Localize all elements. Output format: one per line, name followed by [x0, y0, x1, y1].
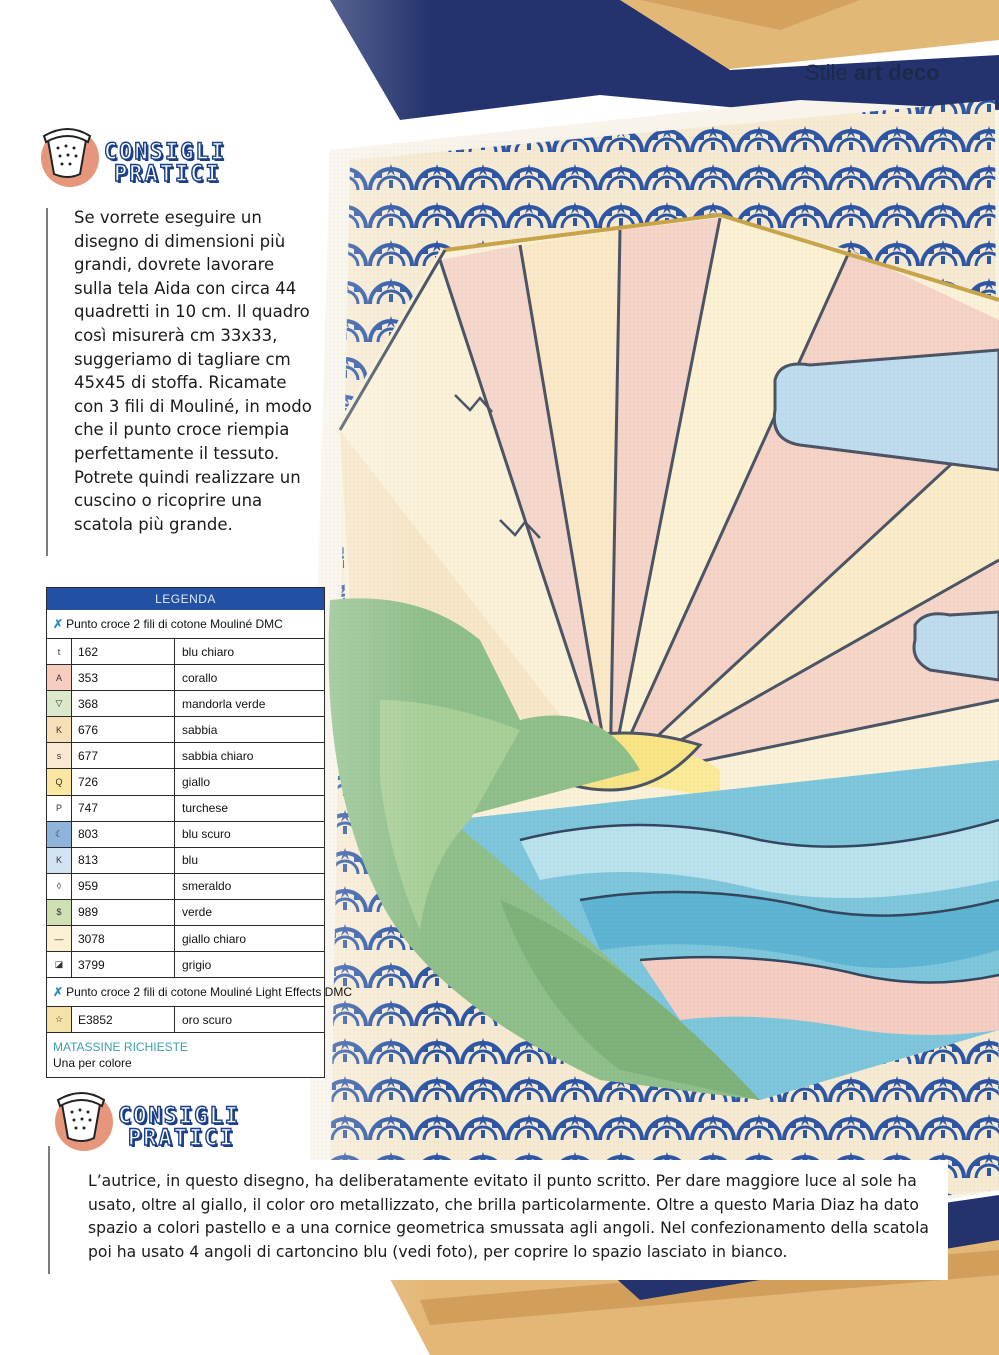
legend-color-name: sabbia chiaro [182, 748, 254, 763]
legend-row [47, 691, 324, 717]
legend-color-name: blu scuro [182, 827, 231, 842]
legend-symbol: ▽ [47, 691, 72, 716]
legend-code: 803 [72, 822, 175, 847]
legend-rows [47, 1007, 324, 1033]
legend-table [46, 587, 352, 1078]
legend-row [47, 796, 324, 822]
legend-color-name: oro scuro [182, 1012, 233, 1027]
tip-text: L’autrice, in questo disegno, ha deliberatamente evitato il punto scritto. Per dare maggiore luce al sole ha usato, oltre al giallo, il color oro metallizzato, che brilla particolarmente. Oltre a questo Maria Diaz ha dato spazio a colori pastello e a una cornice geometrica smussata agli angoli. Nel confezionamento della scatola poi ha usato 4 angoli di cartoncino blu (vedi foto), per coprire lo spazio lasciato in bianco. [88, 1172, 929, 1261]
legend-footer-title: MATASSINE RICHIESTE [53, 1040, 188, 1055]
legend-symbol: Q [47, 769, 72, 794]
tip-title: CONSIGLI PRATICI [104, 140, 226, 187]
tip-title: CONSIGLI PRATICI [118, 1104, 240, 1151]
legend-row [47, 952, 324, 978]
legend-color-name: turchese [182, 801, 229, 816]
legend-footer-value: Una per colore [53, 1056, 132, 1071]
legend-row [47, 665, 324, 691]
thimble-icon [44, 1082, 116, 1154]
legend-color-name: corallo [182, 670, 218, 685]
legend-color-name: mandorla verde [182, 696, 266, 711]
legend-code: 747 [72, 796, 175, 821]
legend-symbol: $ [47, 900, 72, 925]
legend-group-header: ✗ Punto croce 2 fili di cotone Mouliné DMC [47, 610, 324, 639]
legend-code: 813 [72, 848, 175, 873]
legend-row [47, 900, 324, 926]
legend-code: 3799 [72, 952, 175, 977]
legend-row [47, 926, 324, 952]
legend-code: 353 [72, 665, 175, 690]
tip-divider [46, 208, 48, 556]
legend-row [47, 743, 324, 769]
legend-symbol: ☆ [47, 1007, 72, 1032]
legend-color-name: blu [182, 853, 199, 868]
legend-code: 676 [72, 717, 175, 742]
legend-code: 3078 [72, 926, 175, 951]
legend-title: LEGENDA [47, 588, 324, 610]
legend-code: 989 [72, 900, 175, 925]
legend-group-header: ✗ Punto croce 2 fili di cotone Mouliné Light Effects DMC [47, 978, 324, 1007]
legend-row [47, 848, 324, 874]
legend-symbol: s [47, 743, 72, 768]
legend-color-name: giallo [182, 775, 211, 790]
legend-color-name: sabbia [182, 722, 218, 737]
legend-symbol: t [47, 639, 72, 664]
legend-row [47, 717, 324, 743]
legend-footer [47, 1033, 324, 1077]
legend-code: 726 [72, 769, 175, 794]
legend-color-name: blu chiaro [182, 644, 235, 659]
legend-color-name: grigio [182, 957, 212, 972]
legend-color-name: verde [182, 905, 213, 920]
legend-symbol: P [47, 796, 72, 821]
legend-code: 162 [72, 639, 175, 664]
thimble-icon [30, 118, 102, 190]
legend-symbol: ◊ [47, 874, 72, 899]
legend-row [47, 639, 324, 665]
legend-row [47, 769, 324, 795]
legend-row [47, 874, 324, 900]
legend-symbol: A [47, 665, 72, 690]
tip-divider [48, 1146, 50, 1274]
section-title: Stile art deco [805, 60, 940, 85]
tip-text: Se vorrete eseguire un disegno di dimensioni più grandi, dovrete lavorare sulla tela Aida con circa 44 quadretti in 10 cm. Il quadro così misurerà cm 33x33, suggeriamo di tagliare cm 45x45 di stoffa. Ricamate con 3 fili di Mouliné, in modo che il punto croce riempia perfettamente il tessuto. Potrete quindi realizzare un cuscino o ricoprire una scatola più grande. [74, 208, 312, 534]
legend-symbol: — [47, 926, 72, 951]
legend-symbol: ◪ [47, 952, 72, 977]
legend-row [47, 822, 324, 848]
legend-rows [47, 639, 324, 978]
legend-code: 677 [72, 743, 175, 768]
legend-code: 959 [72, 874, 175, 899]
legend-symbol: ☾ [47, 822, 72, 847]
legend-color-name: giallo chiaro [182, 931, 247, 946]
legend-code: E3852 [72, 1007, 175, 1032]
legend-color-name: smeraldo [182, 879, 232, 894]
legend-code: 368 [72, 691, 175, 716]
legend-row [47, 1007, 324, 1033]
legend-symbol: K [47, 848, 72, 873]
legend-symbol: K [47, 717, 72, 742]
